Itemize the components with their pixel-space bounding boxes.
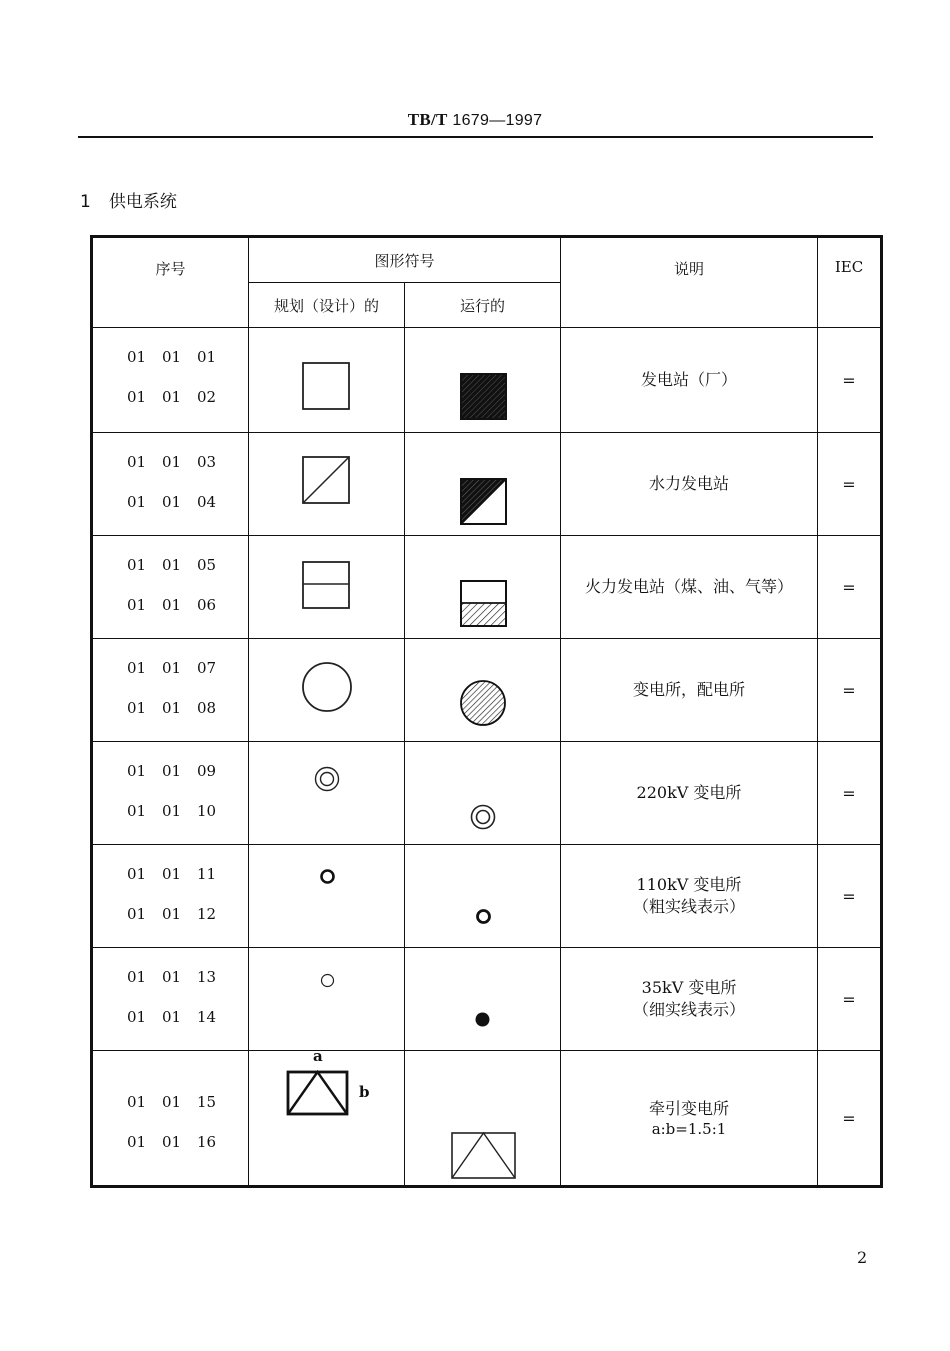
seq-a: 01 01 05 (127, 556, 217, 574)
seq-b: 01 01 12 (127, 905, 217, 923)
section-number: 1 (80, 192, 91, 212)
standard-number: 1679—1997 (452, 112, 543, 129)
traction-substation-operating-symbol (450, 1131, 518, 1183)
table-row (92, 742, 882, 845)
header-description: 说明 (561, 237, 818, 328)
row-iec: = (818, 742, 882, 845)
row-description: 变电所，配电所 (561, 639, 818, 742)
row-description: 35kV 变电所 （细实线表示） (561, 948, 818, 1051)
row-description: 220kV 变电所 (561, 742, 818, 845)
seq-a: 01 01 03 (127, 453, 217, 471)
dimension-label-b: b (359, 1083, 370, 1101)
section-label: 供电系统 (108, 192, 177, 212)
row-iec: = (818, 1051, 882, 1187)
standard-code: TB/T (407, 110, 448, 129)
table-row (92, 948, 882, 1051)
seq-b: 01 01 02 (127, 388, 217, 406)
substation-35kv-operating-symbol (474, 1011, 492, 1029)
substation-110kv-planned-symbol (319, 868, 337, 886)
header-seq: 序号 (92, 237, 249, 328)
table-row (92, 328, 882, 433)
page-number: 2 (857, 1248, 868, 1267)
substation-220kv-planned-symbol (314, 766, 342, 794)
seq-b: 01 01 06 (127, 596, 217, 614)
table-row (92, 536, 882, 639)
table-row (92, 845, 882, 948)
row-iec: = (818, 536, 882, 639)
dimension-label-a: a (313, 1047, 323, 1065)
traction-substation-planned-symbol (285, 1069, 351, 1119)
seq-a: 01 01 15 (127, 1093, 217, 1111)
table-row (92, 1051, 882, 1187)
seq-b: 01 01 04 (127, 493, 217, 511)
seq-a: 01 01 01 (127, 348, 217, 366)
substation-planned-symbol (301, 661, 355, 715)
row-iec: = (818, 433, 882, 536)
seq-a: 01 01 13 (127, 968, 217, 986)
header-planned: 规划（设计）的 (249, 283, 405, 328)
table-row (92, 433, 882, 536)
hydro-station-operating-symbol (459, 477, 509, 527)
thermal-station-planned-symbol (301, 560, 353, 612)
header-symbol: 图形符号 (249, 237, 561, 283)
seq-a: 01 01 09 (127, 762, 217, 780)
substation-110kv-operating-symbol (475, 908, 493, 926)
substation-35kv-planned-symbol (319, 972, 337, 990)
power-station-operating-symbol (459, 372, 509, 422)
seq-a: 01 01 07 (127, 659, 217, 677)
header-iec: IEC (818, 237, 882, 328)
seq-b: 01 01 16 (127, 1133, 217, 1151)
substation-operating-symbol (459, 679, 509, 729)
power-station-planned-symbol (301, 361, 353, 413)
hydro-station-planned-symbol (301, 455, 353, 507)
seq-b: 01 01 14 (127, 1008, 217, 1026)
thermal-station-operating-symbol (459, 579, 509, 629)
row-description: 110kV 变电所 （粗实线表示） (561, 845, 818, 948)
seq-a: 01 01 11 (127, 865, 217, 883)
table-row (92, 639, 882, 742)
row-iec: = (818, 845, 882, 948)
substation-220kv-operating-symbol (470, 804, 498, 832)
document-header (0, 110, 950, 130)
row-description: 发电站（厂） (561, 328, 818, 433)
row-iec: = (818, 639, 882, 742)
header-rule (78, 136, 873, 138)
row-iec: = (818, 328, 882, 433)
row-description: 火力发电站（煤、油、气等） (561, 536, 818, 639)
row-iec: = (818, 948, 882, 1051)
seq-b: 01 01 08 (127, 699, 217, 717)
row-description: 牵引变电所 a:b=1.5:1 (561, 1051, 818, 1187)
symbol-table (90, 235, 883, 1188)
row-description: 水力发电站 (561, 433, 818, 536)
seq-b: 01 01 10 (127, 802, 217, 820)
section-title (80, 187, 177, 212)
header-operating: 运行的 (405, 283, 561, 328)
